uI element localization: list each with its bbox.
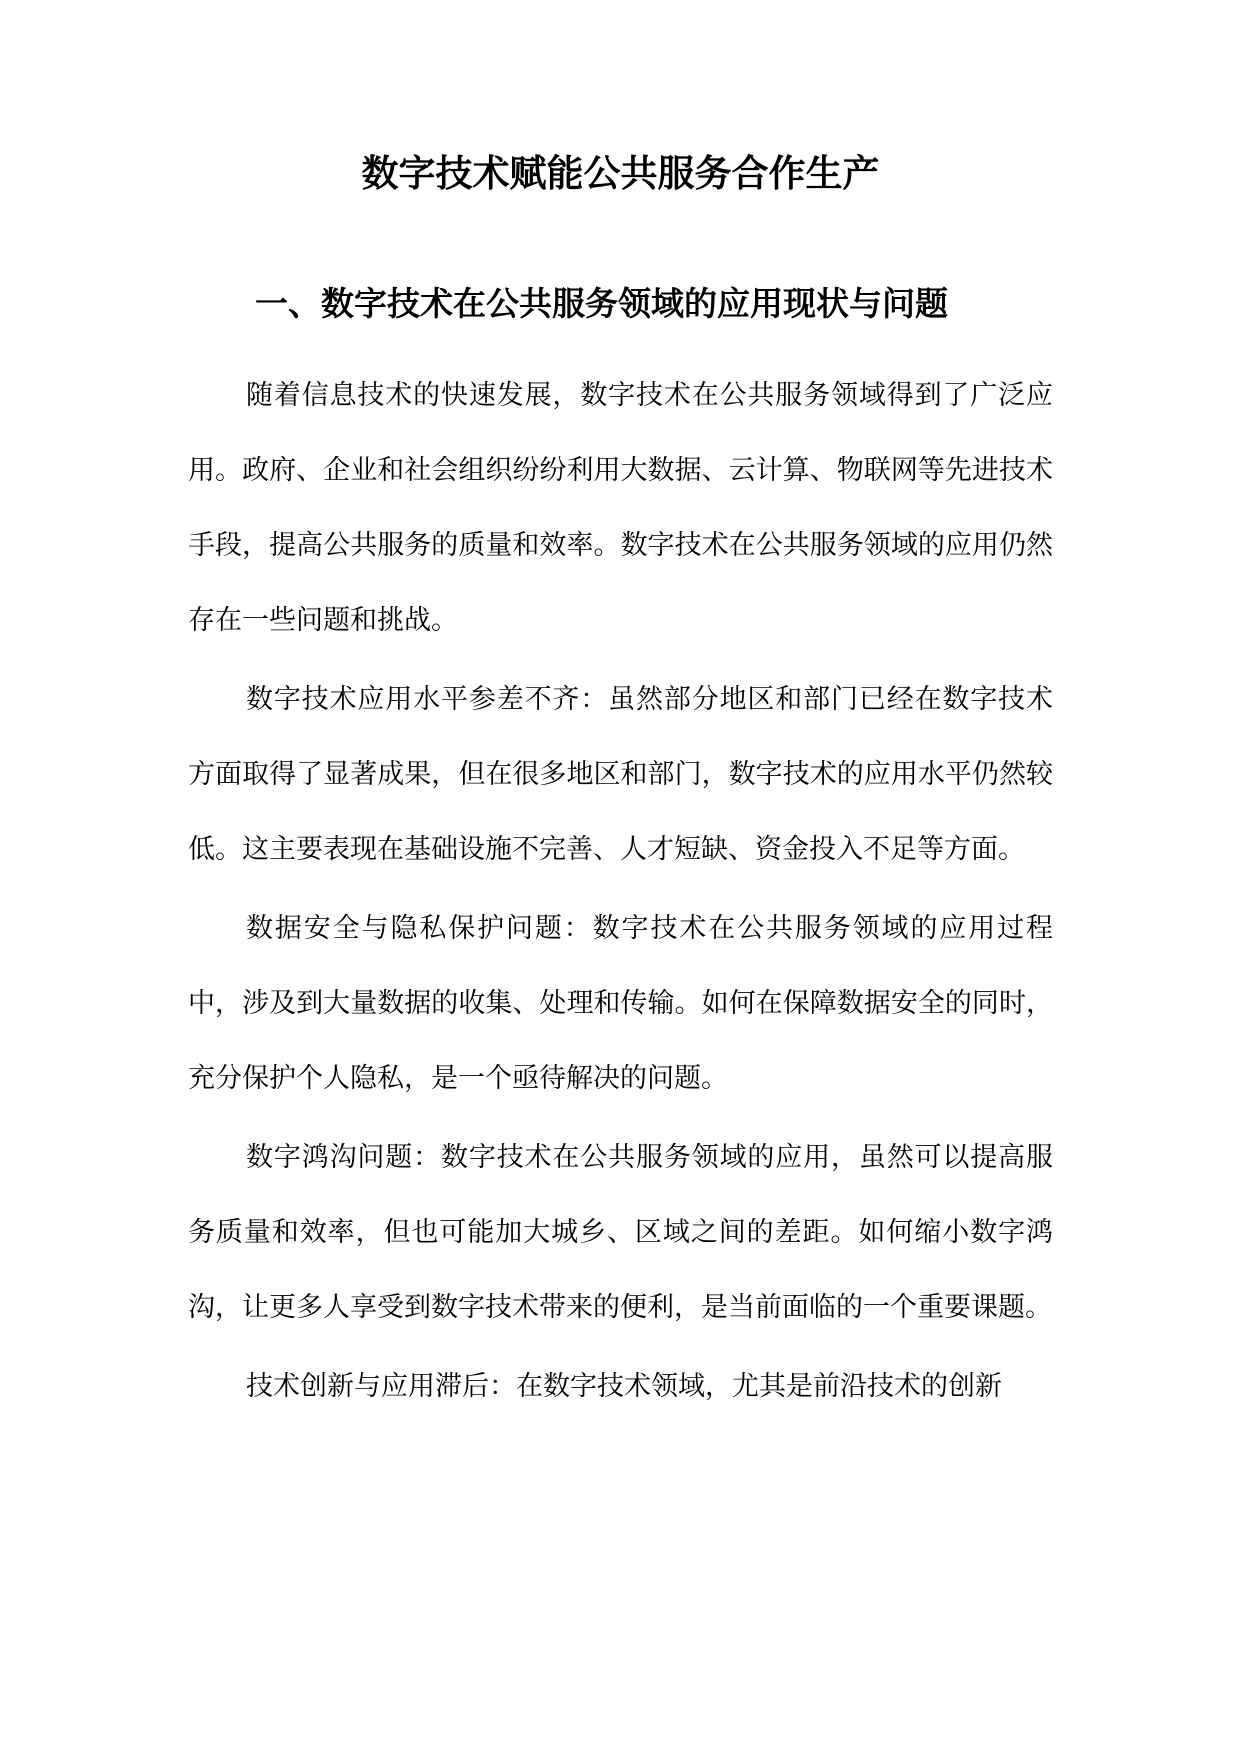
document-body	[188, 358, 1053, 1428]
paragraph: 随着信息技术的快速发展，数字技术在公共服务领域得到了广泛应用。政府、企业和社会组织纷纷利用大数据、云计算、物联网等先进技术手段，提高公共服务的质量和效率。数字技术在公共服务领域的应用仍然存在一些问题和挑战。	[188, 380, 1053, 636]
paragraph: 数字鸿沟问题：数字技术在公共服务领域的应用，虽然可以提高服务质量和效率，但也可能加大城乡、区域之间的差距。如何缩小数字鸿沟，让更多人享受到数字技术带来的便利，是当前面临的一个重要课题。	[188, 1142, 1053, 1323]
paragraph: 技术创新与应用滞后：在数字技术领域，尤其是前沿技术的创新	[246, 1371, 1002, 1402]
paragraph: 数字技术应用水平参差不齐：虽然部分地区和部门已经在数字技术方面取得了显著成果，但在很多地区和部门，数字技术的应用水平仍然较低。这主要表现在基础设施不完善、人才短缺、资金投入不足等方面。	[188, 684, 1053, 865]
section-heading: 一、数字技术在公共服务领域的应用现状与问题	[255, 284, 948, 323]
paragraph: 数据安全与隐私保护问题：数字技术在公共服务领域的应用过程中，涉及到大量数据的收集、处理和传输。如何在保障数据安全的同时，充分保护个人隐私，是一个亟待解决的问题。	[188, 913, 1053, 1094]
document-title: 数字技术赋能公共服务合作生产	[361, 151, 880, 195]
